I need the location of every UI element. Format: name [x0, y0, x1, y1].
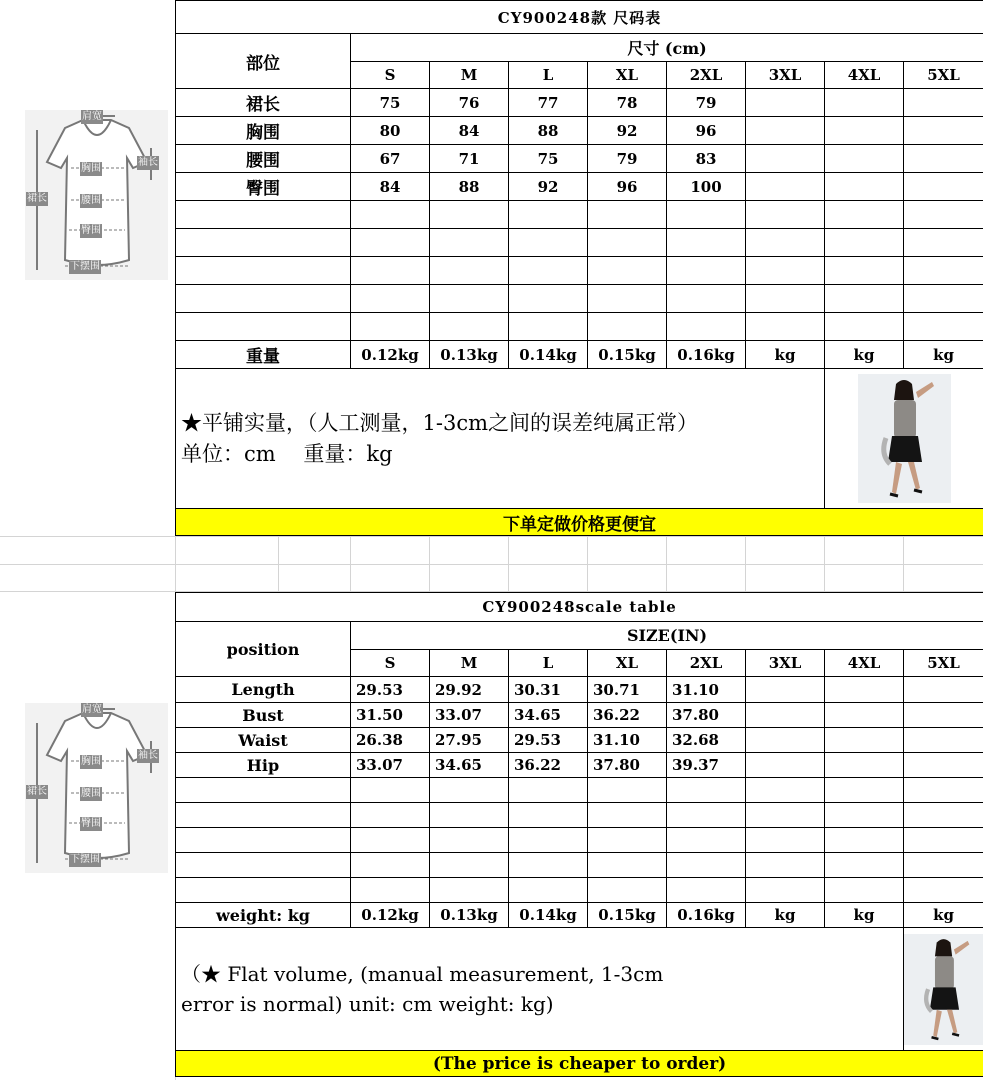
- table-cell: [746, 677, 825, 703]
- table-cell: 26.38: [351, 728, 430, 753]
- empty-row: [176, 285, 983, 313]
- table-cell: 100: [667, 173, 746, 201]
- table-cell: 92: [509, 173, 588, 201]
- table-title: CY900248scale table: [176, 593, 983, 622]
- diagram-label-sleeve: 袖长: [138, 157, 158, 168]
- table-cell: [746, 89, 825, 117]
- table-cell: [825, 117, 904, 145]
- row-label: Length: [176, 677, 351, 703]
- diagram-label-hem: 下摆围: [70, 261, 100, 272]
- size-header-3xl: 3XL: [746, 650, 825, 677]
- table-cell: 79: [588, 145, 667, 173]
- size-header-m: M: [430, 62, 509, 89]
- table-cell: [746, 117, 825, 145]
- diagram-label-chest: 胸围: [81, 163, 101, 174]
- weight-cell: kg: [904, 903, 983, 928]
- table-cell: [825, 728, 904, 753]
- table-cell: [825, 173, 904, 201]
- diagram-label-shoulder: 肩宽: [82, 111, 102, 122]
- weight-cell: kg: [904, 341, 983, 369]
- table-cell: 30.31: [509, 677, 588, 703]
- table-row: [176, 728, 983, 753]
- table-cell: [825, 145, 904, 173]
- table-row: [176, 89, 983, 117]
- empty-row: [176, 257, 983, 285]
- table-cell: 96: [667, 117, 746, 145]
- dress-measurement-diagram: [25, 110, 168, 280]
- size-header-l: L: [509, 650, 588, 677]
- note-line-1: ★平铺实量，（人工测量，1-3cm之间的误差纯属正常）: [181, 410, 698, 435]
- table-cell: 75: [351, 89, 430, 117]
- table-cell: 31.10: [588, 728, 667, 753]
- unit-header: SIZE(IN): [351, 622, 983, 650]
- table-cell: 88: [430, 173, 509, 201]
- table-cell: 84: [351, 173, 430, 201]
- table-row: [176, 677, 983, 703]
- table-cell: 29.92: [430, 677, 509, 703]
- diagram-label-hem: 下摆围: [70, 854, 100, 865]
- diagram-label-hip: 臀围: [81, 225, 101, 236]
- table-cell: 80: [351, 117, 430, 145]
- size-header-5xl: 5XL: [904, 62, 983, 89]
- table-cell: [746, 145, 825, 173]
- weight-cell: 0.16kg: [667, 903, 746, 928]
- weight-cell: 0.16kg: [667, 341, 746, 369]
- table-cell: [904, 145, 983, 173]
- diagram-label-length: 裙长: [27, 193, 47, 204]
- diagram-label-hip: 臀围: [81, 818, 101, 829]
- order-banner: (The price is cheaper to order): [176, 1051, 983, 1077]
- model-photo: [858, 374, 951, 503]
- table-cell: [904, 117, 983, 145]
- product-photo-cell: [825, 369, 983, 509]
- size-header-4xl: 4XL: [825, 650, 904, 677]
- row-label: 腰围: [176, 145, 351, 173]
- row-label: Waist: [176, 728, 351, 753]
- row-label: 裙长: [176, 89, 351, 117]
- measurement-note: [176, 369, 825, 509]
- table-cell: 33.07: [351, 753, 430, 778]
- weight-cell: 0.14kg: [509, 903, 588, 928]
- table-cell: 84: [430, 117, 509, 145]
- size-table-cn: [175, 0, 983, 536]
- weight-row: [176, 341, 983, 369]
- row-label: Hip: [176, 753, 351, 778]
- table-cell: [904, 753, 983, 778]
- table-cell: [746, 703, 825, 728]
- unit-header: 尺寸 (cm): [351, 34, 983, 62]
- weight-cell: 0.12kg: [351, 341, 430, 369]
- size-header-m: M: [430, 650, 509, 677]
- size-header-xl: XL: [588, 650, 667, 677]
- model-photo: [904, 933, 983, 1046]
- table-row: [176, 703, 983, 728]
- table-cell: 36.22: [509, 753, 588, 778]
- table-cell: 71: [430, 145, 509, 173]
- table-cell: 36.22: [588, 703, 667, 728]
- weight-label: 重量: [176, 341, 351, 369]
- product-photo-cell: [904, 928, 983, 1051]
- table-row: [176, 173, 983, 201]
- empty-row: [176, 853, 983, 878]
- table-cell: 78: [588, 89, 667, 117]
- position-header: 部位: [176, 34, 351, 89]
- empty-row: [176, 828, 983, 853]
- row-label: Bust: [176, 703, 351, 728]
- weight-cell: kg: [746, 341, 825, 369]
- empty-row: [176, 201, 983, 229]
- table-cell: 77: [509, 89, 588, 117]
- table-cell: 33.07: [430, 703, 509, 728]
- table-cell: 37.80: [667, 703, 746, 728]
- table-cell: [904, 728, 983, 753]
- table-cell: 34.65: [430, 753, 509, 778]
- diagram-label-chest: 胸围: [81, 756, 101, 767]
- size-header-5xl: 5XL: [904, 650, 983, 677]
- size-header-s: S: [351, 650, 430, 677]
- table-cell: 29.53: [351, 677, 430, 703]
- table-cell: [825, 703, 904, 728]
- weight-cell: 0.15kg: [588, 341, 667, 369]
- table-cell: 27.95: [430, 728, 509, 753]
- weight-cell: kg: [825, 903, 904, 928]
- table-cell: [904, 89, 983, 117]
- diagram-label-shoulder: 肩宽: [82, 704, 102, 715]
- table-row: [176, 145, 983, 173]
- size-table-en: [175, 592, 983, 1077]
- weight-cell: kg: [746, 903, 825, 928]
- table-row: [176, 117, 983, 145]
- size-header-3xl: 3XL: [746, 62, 825, 89]
- order-banner: 下单定做价格更便宜: [176, 509, 983, 536]
- table-row: [176, 753, 983, 778]
- empty-row: [176, 778, 983, 803]
- spacer-row: [0, 536, 983, 565]
- size-header-2xl: 2XL: [667, 62, 746, 89]
- size-header-l: L: [509, 62, 588, 89]
- measurement-note: [176, 928, 904, 1051]
- table-title: CY900248款 尺码表: [176, 1, 983, 34]
- note-line-1: （★ Flat volume, (manual measurement, 1-3cm: [181, 962, 664, 986]
- table-cell: 92: [588, 117, 667, 145]
- table-cell: [746, 173, 825, 201]
- empty-row: [176, 803, 983, 828]
- note-line-2: error is normal) unit: cm weight: kg): [181, 992, 554, 1016]
- table-cell: 29.53: [509, 728, 588, 753]
- weight-cell: 0.13kg: [430, 903, 509, 928]
- diagram-label-sleeve: 袖长: [138, 750, 158, 761]
- weight-cell: 0.13kg: [430, 341, 509, 369]
- weight-label: weight: kg: [176, 903, 351, 928]
- table-cell: 76: [430, 89, 509, 117]
- position-header: position: [176, 622, 351, 677]
- size-header-s: S: [351, 62, 430, 89]
- table-cell: [825, 753, 904, 778]
- table-cell: 31.50: [351, 703, 430, 728]
- size-header-xl: XL: [588, 62, 667, 89]
- weight-cell: 0.15kg: [588, 903, 667, 928]
- diagram-label-waist: 腰围: [81, 195, 101, 206]
- table-cell: 75: [509, 145, 588, 173]
- weight-cell: 0.12kg: [351, 903, 430, 928]
- table-cell: 67: [351, 145, 430, 173]
- table-cell: [904, 703, 983, 728]
- table-cell: 34.65: [509, 703, 588, 728]
- empty-row: [176, 229, 983, 257]
- table-cell: [746, 753, 825, 778]
- size-header-2xl: 2XL: [667, 650, 746, 677]
- table-cell: [825, 89, 904, 117]
- table-cell: [904, 677, 983, 703]
- weight-row: [176, 903, 983, 928]
- size-header-4xl: 4XL: [825, 62, 904, 89]
- table-cell: 83: [667, 145, 746, 173]
- empty-row: [176, 313, 983, 341]
- table-cell: 88: [509, 117, 588, 145]
- note-line-2: 单位：cm 重量：kg: [181, 441, 393, 466]
- row-label: 胸围: [176, 117, 351, 145]
- weight-cell: kg: [825, 341, 904, 369]
- table-cell: 39.37: [667, 753, 746, 778]
- diagram-label-length: 裙长: [27, 786, 47, 797]
- table-cell: 79: [667, 89, 746, 117]
- diagram-label-waist: 腰围: [81, 788, 101, 799]
- row-label: 臀围: [176, 173, 351, 201]
- table-cell: 37.80: [588, 753, 667, 778]
- spacer-row: [0, 564, 983, 592]
- dress-measurement-diagram: [25, 703, 168, 873]
- table-cell: 96: [588, 173, 667, 201]
- table-cell: [746, 728, 825, 753]
- table-cell: 30.71: [588, 677, 667, 703]
- table-cell: 31.10: [667, 677, 746, 703]
- table-cell: 32.68: [667, 728, 746, 753]
- weight-cell: 0.14kg: [509, 341, 588, 369]
- table-cell: [825, 677, 904, 703]
- table-cell: [904, 173, 983, 201]
- empty-row: [176, 878, 983, 903]
